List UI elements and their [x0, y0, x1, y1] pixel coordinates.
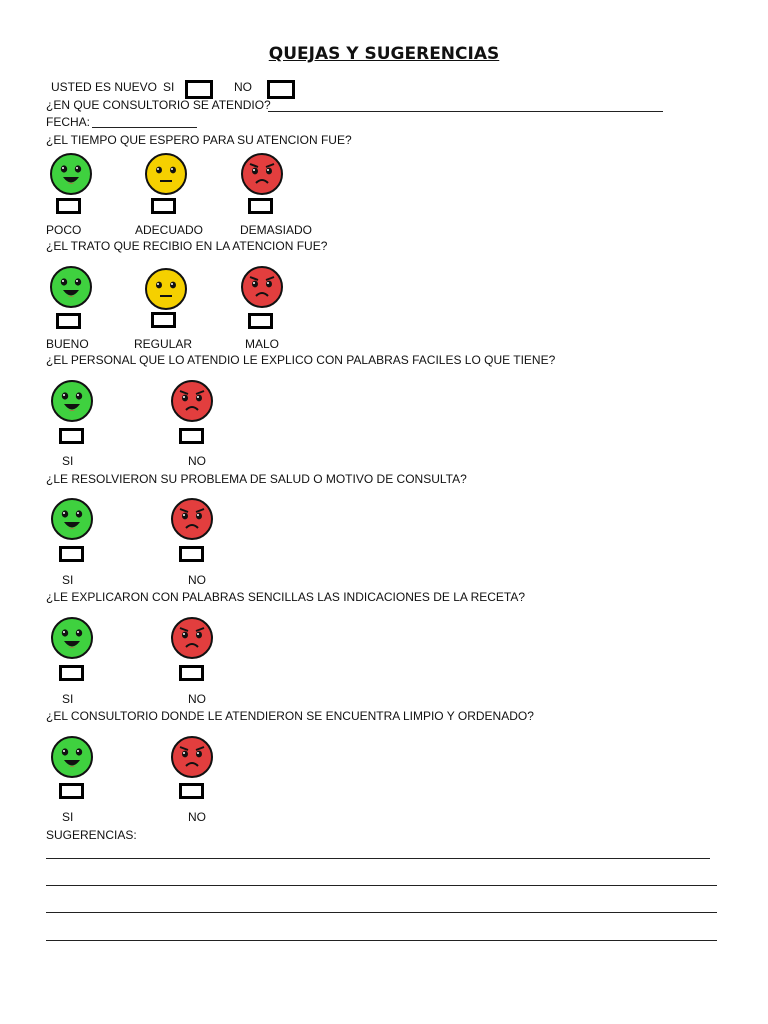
fecha-label: FECHA:: [46, 115, 91, 129]
sugerencias-line-2[interactable]: [46, 885, 717, 886]
angry-face-icon: [170, 497, 214, 541]
happy-face-icon: [49, 265, 93, 309]
q2-option-1-label: BUENO: [46, 337, 89, 351]
sugerencias-label: SUGERENCIAS:: [46, 828, 137, 842]
q3-no-label: NO: [188, 454, 206, 468]
page-title: QUEJAS Y SUGERENCIAS: [268, 44, 500, 64]
q5-no-label: NO: [188, 692, 206, 706]
angry-face-icon: [240, 152, 284, 196]
q3-no-checkbox[interactable]: [179, 428, 204, 444]
question-1-text: ¿EL TIEMPO QUE ESPERO PARA SU ATENCION FUE?: [46, 133, 352, 147]
angry-face-icon: [170, 379, 214, 423]
q1-option-1-checkbox[interactable]: [56, 198, 81, 214]
sugerencias-line-3[interactable]: [46, 912, 717, 913]
q2-option-2-label: REGULAR: [134, 337, 193, 351]
q1-option-3-checkbox[interactable]: [248, 198, 273, 214]
happy-face-icon: [50, 735, 94, 779]
nuevo-no-label: NO: [234, 80, 252, 94]
angry-face-icon: [170, 616, 214, 660]
q6-no-label: NO: [188, 810, 206, 824]
sugerencias-line-1[interactable]: [46, 858, 710, 859]
q2-option-1-checkbox[interactable]: [56, 313, 81, 329]
happy-face-icon: [49, 152, 93, 196]
nuevo-label: USTED ES NUEVO: [51, 80, 158, 94]
q1-option-2-checkbox[interactable]: [151, 198, 176, 214]
q4-si-checkbox[interactable]: [59, 546, 84, 562]
q1-option-1-label: POCO: [46, 223, 82, 237]
question-6-text: ¿EL CONSULTORIO DONDE LE ATENDIERON SE ENCUENTRA LIMPIO Y ORDENADO?: [46, 709, 534, 723]
question-4-text: ¿LE RESOLVIERON SU PROBLEMA DE SALUD O MOTIVO DE CONSULTA?: [46, 472, 467, 486]
nuevo-no-checkbox[interactable]: [267, 80, 295, 99]
q6-si-checkbox[interactable]: [59, 783, 84, 799]
q2-option-3-checkbox[interactable]: [248, 313, 273, 329]
q3-si-label: SI: [62, 454, 74, 468]
happy-face-icon: [50, 379, 94, 423]
happy-face-icon: [50, 497, 94, 541]
angry-face-icon: [240, 265, 284, 309]
nuevo-si-label: SI: [163, 80, 175, 94]
q6-si-label: SI: [62, 810, 74, 824]
q4-no-checkbox[interactable]: [179, 546, 204, 562]
consultorio-label: ¿EN QUE CONSULTORIO SE ATENDIO?: [46, 98, 271, 112]
fecha-input-line[interactable]: [92, 127, 197, 128]
q3-si-checkbox[interactable]: [59, 428, 84, 444]
q4-no-label: NO: [188, 573, 206, 587]
q1-option-3-label: DEMASIADO: [240, 223, 313, 237]
happy-face-icon: [50, 616, 94, 660]
consultorio-input-line[interactable]: [268, 111, 663, 112]
question-2-text: ¿EL TRATO QUE RECIBIO EN LA ATENCION FUE?: [46, 239, 328, 253]
question-3-text: ¿EL PERSONAL QUE LO ATENDIO LE EXPLICO CON PALABRAS FACILES LO QUE TIENE?: [46, 353, 556, 367]
q1-option-2-label: ADECUADO: [135, 223, 204, 237]
sugerencias-line-4[interactable]: [46, 940, 717, 941]
neutral-face-icon: [144, 267, 188, 311]
angry-face-icon: [170, 735, 214, 779]
neutral-face-icon: [144, 152, 188, 196]
q4-si-label: SI: [62, 573, 74, 587]
q5-si-label: SI: [62, 692, 74, 706]
q2-option-3-label: MALO: [245, 337, 280, 351]
q2-option-2-checkbox[interactable]: [151, 312, 176, 328]
q5-si-checkbox[interactable]: [59, 665, 84, 681]
q5-no-checkbox[interactable]: [179, 665, 204, 681]
nuevo-si-checkbox[interactable]: [185, 80, 213, 99]
q6-no-checkbox[interactable]: [179, 783, 204, 799]
question-5-text: ¿LE EXPLICARON CON PALABRAS SENCILLAS LAS INDICACIONES DE LA RECETA?: [46, 590, 526, 604]
